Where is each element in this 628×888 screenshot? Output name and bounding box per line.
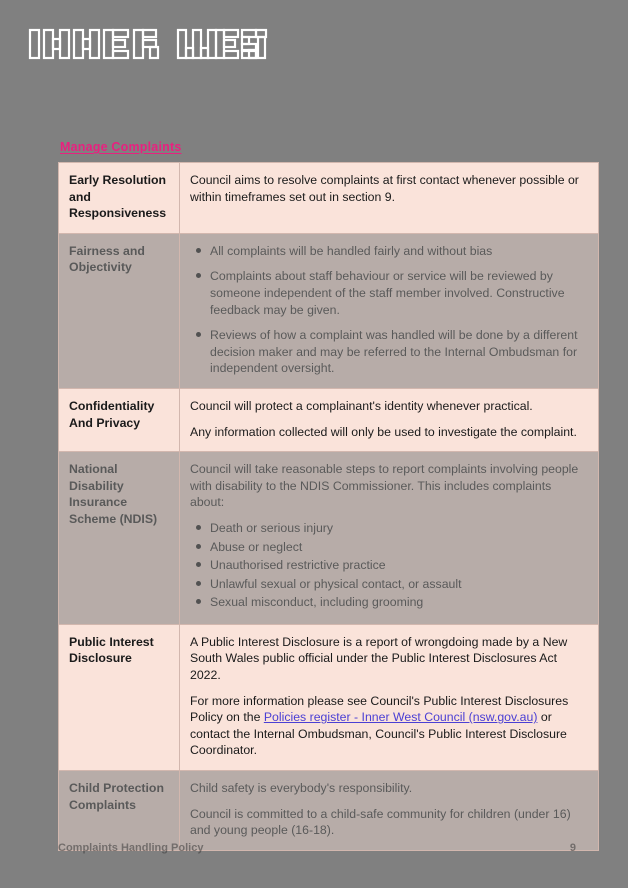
row-body bbox=[180, 233, 599, 388]
row-body bbox=[180, 624, 599, 770]
list-item: Unauthorised restrictive practice bbox=[208, 557, 588, 574]
row-body bbox=[180, 388, 599, 451]
inner-west-logo-icon bbox=[28, 22, 268, 66]
table-row bbox=[59, 624, 599, 770]
row-label: National Disability Insurance Scheme (NDIS) bbox=[59, 452, 180, 625]
list-item: Complaints about staff behaviour or service will be reviewed by someone independent of the staff member involved. Constructive feedback may be given. bbox=[208, 268, 588, 318]
row-paragraph: Council is committed to a child-safe community for children (under 16) and young people (16-18). bbox=[190, 806, 571, 838]
policies-register-link[interactable]: Policies register - Inner West Council (nsw.gov.au) bbox=[263, 710, 538, 725]
manage-complaints-table bbox=[58, 162, 599, 851]
list-item: All complaints will be handled fairly and without bias bbox=[208, 243, 588, 260]
list-item: Death or serious injury bbox=[208, 520, 588, 537]
table-row bbox=[59, 163, 599, 234]
table-row bbox=[59, 452, 599, 625]
footer-document-title: Complaints Handling Policy bbox=[58, 842, 204, 854]
row-label: Public Interest Disclosure bbox=[59, 624, 180, 770]
section-title: Manage Complaints bbox=[60, 140, 182, 154]
row-label: Child Protection Complaints bbox=[59, 771, 180, 851]
row-bullet-list bbox=[190, 520, 588, 611]
list-item: Abuse or neglect bbox=[208, 539, 588, 556]
link-suffix-text: or contact the Internal Ombudsman, Council's Public Interest Disclosure Coordinator. bbox=[190, 710, 567, 758]
table-row bbox=[59, 771, 599, 851]
table-row bbox=[59, 233, 599, 388]
page-footer bbox=[58, 842, 576, 854]
document-page bbox=[58, 140, 579, 851]
list-item: Sexual misconduct, including grooming bbox=[208, 594, 588, 611]
site-logo bbox=[28, 22, 268, 66]
row-body bbox=[180, 771, 599, 851]
row-paragraph: Council will take reasonable steps to report complaints involving people with disability to the NDIS Commissioner. This includes complaints about: bbox=[190, 462, 579, 510]
row-label: Confidentiality And Privacy bbox=[59, 388, 180, 451]
row-paragraph: Any information collected will only be used to investigate the complaint. bbox=[190, 424, 577, 439]
row-bullet-list bbox=[190, 243, 588, 377]
row-label: Fairness and Objectivity bbox=[59, 233, 180, 388]
list-item: Unlawful sexual or physical contact, or assault bbox=[208, 576, 588, 593]
row-body bbox=[180, 452, 599, 625]
list-item: Reviews of how a complaint was handled will be done by a different decision maker and may be referred to the Internal Ombudsman for independent oversight. bbox=[208, 327, 588, 377]
link-prefix-text: For more information please see Council's Public Interest Disclosures Policy on the bbox=[190, 693, 569, 725]
row-label: Early Resolution and Responsiveness bbox=[59, 163, 180, 234]
row-paragraph: Council will protect a complainant's identity whenever practical. bbox=[190, 398, 533, 413]
row-paragraph-with-link bbox=[190, 693, 588, 759]
table-row bbox=[59, 388, 599, 451]
row-paragraph: Council aims to resolve complaints at first contact whenever possible or within timeframes set out in section 9. bbox=[190, 173, 579, 204]
footer-page-number: 9 bbox=[569, 842, 576, 854]
row-paragraph: A Public Interest Disclosure is a report of wrongdoing made by a New South Wales public official under the Public Interest Disclosures Act 2022. bbox=[190, 634, 568, 683]
row-paragraph: Child safety is everybody's responsibility. bbox=[190, 781, 413, 796]
row-body bbox=[180, 163, 599, 234]
